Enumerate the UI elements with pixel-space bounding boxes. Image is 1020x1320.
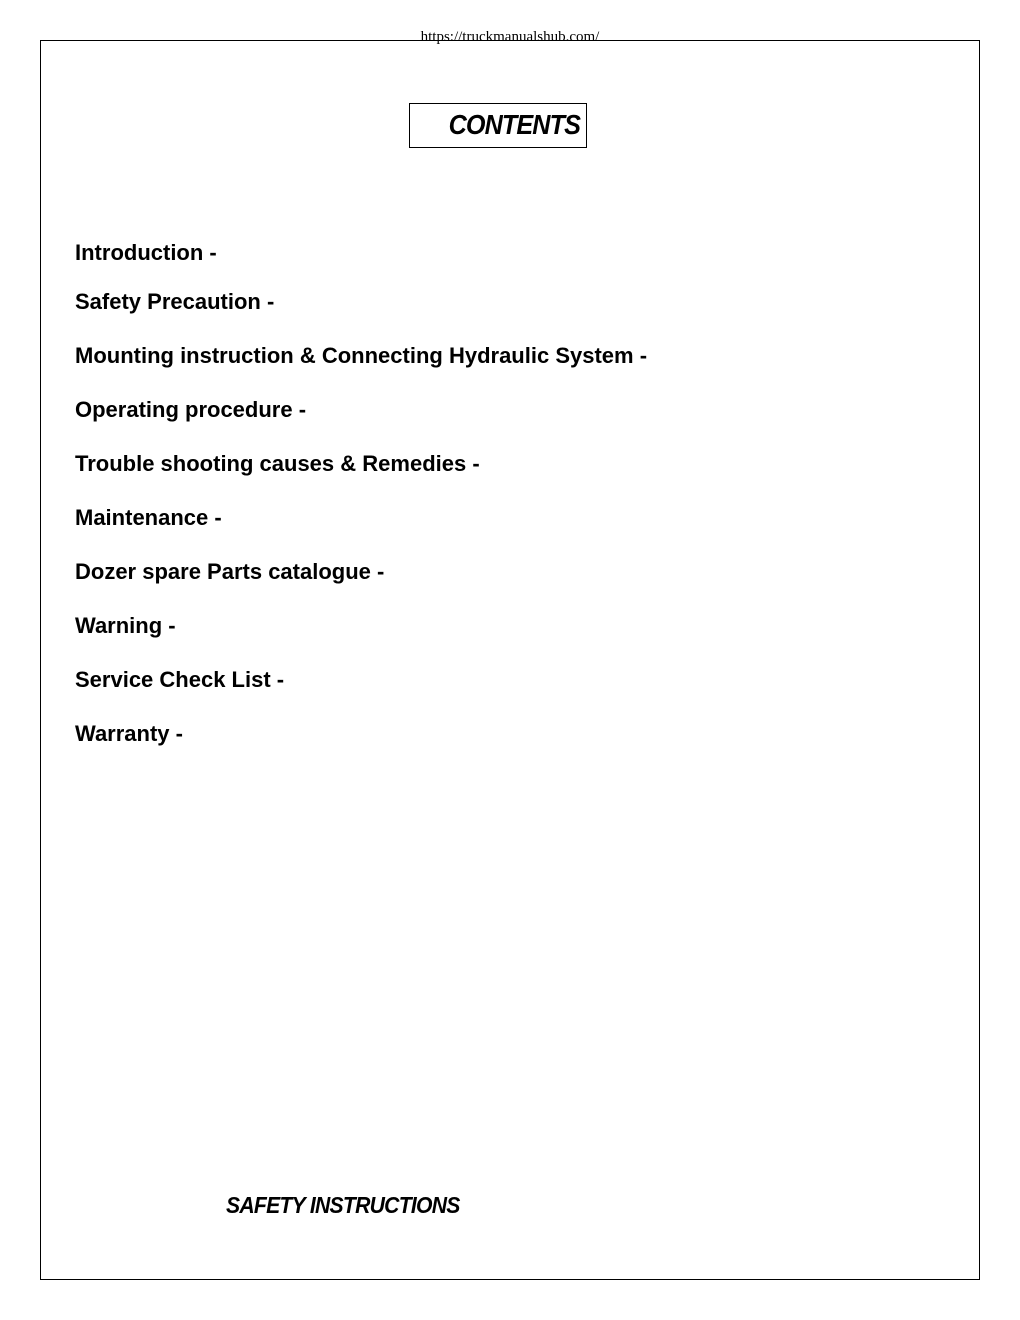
toc-item-operating-procedure: Operating procedure - [75,397,307,422]
contents-title-box [409,103,587,148]
toc-item-warranty: Warranty - [75,721,183,746]
toc-item-introduction: Introduction - [75,240,217,265]
contents-title: CONTENTS [448,109,580,140]
toc-item-safety-precaution: Safety Precaution - [75,289,275,314]
toc-item-warning: Warning - [75,613,176,638]
toc-item-maintenance: Maintenance - [75,505,222,530]
toc-item-mounting-instruction: Mounting instruction & Connecting Hydraulic System - [75,343,648,368]
safety-instructions-heading: SAFETY INSTRUCTIONS [226,1192,460,1218]
page-frame [40,40,980,1280]
toc-item-trouble-shooting: Trouble shooting causes & Remedies - [75,451,480,476]
toc-item-service-check-list: Service Check List - [75,667,285,692]
toc-item-spare-parts-catalogue: Dozer spare Parts catalogue - [75,559,385,584]
source-url: https://truckmanualshub.com/ [420,29,600,45]
